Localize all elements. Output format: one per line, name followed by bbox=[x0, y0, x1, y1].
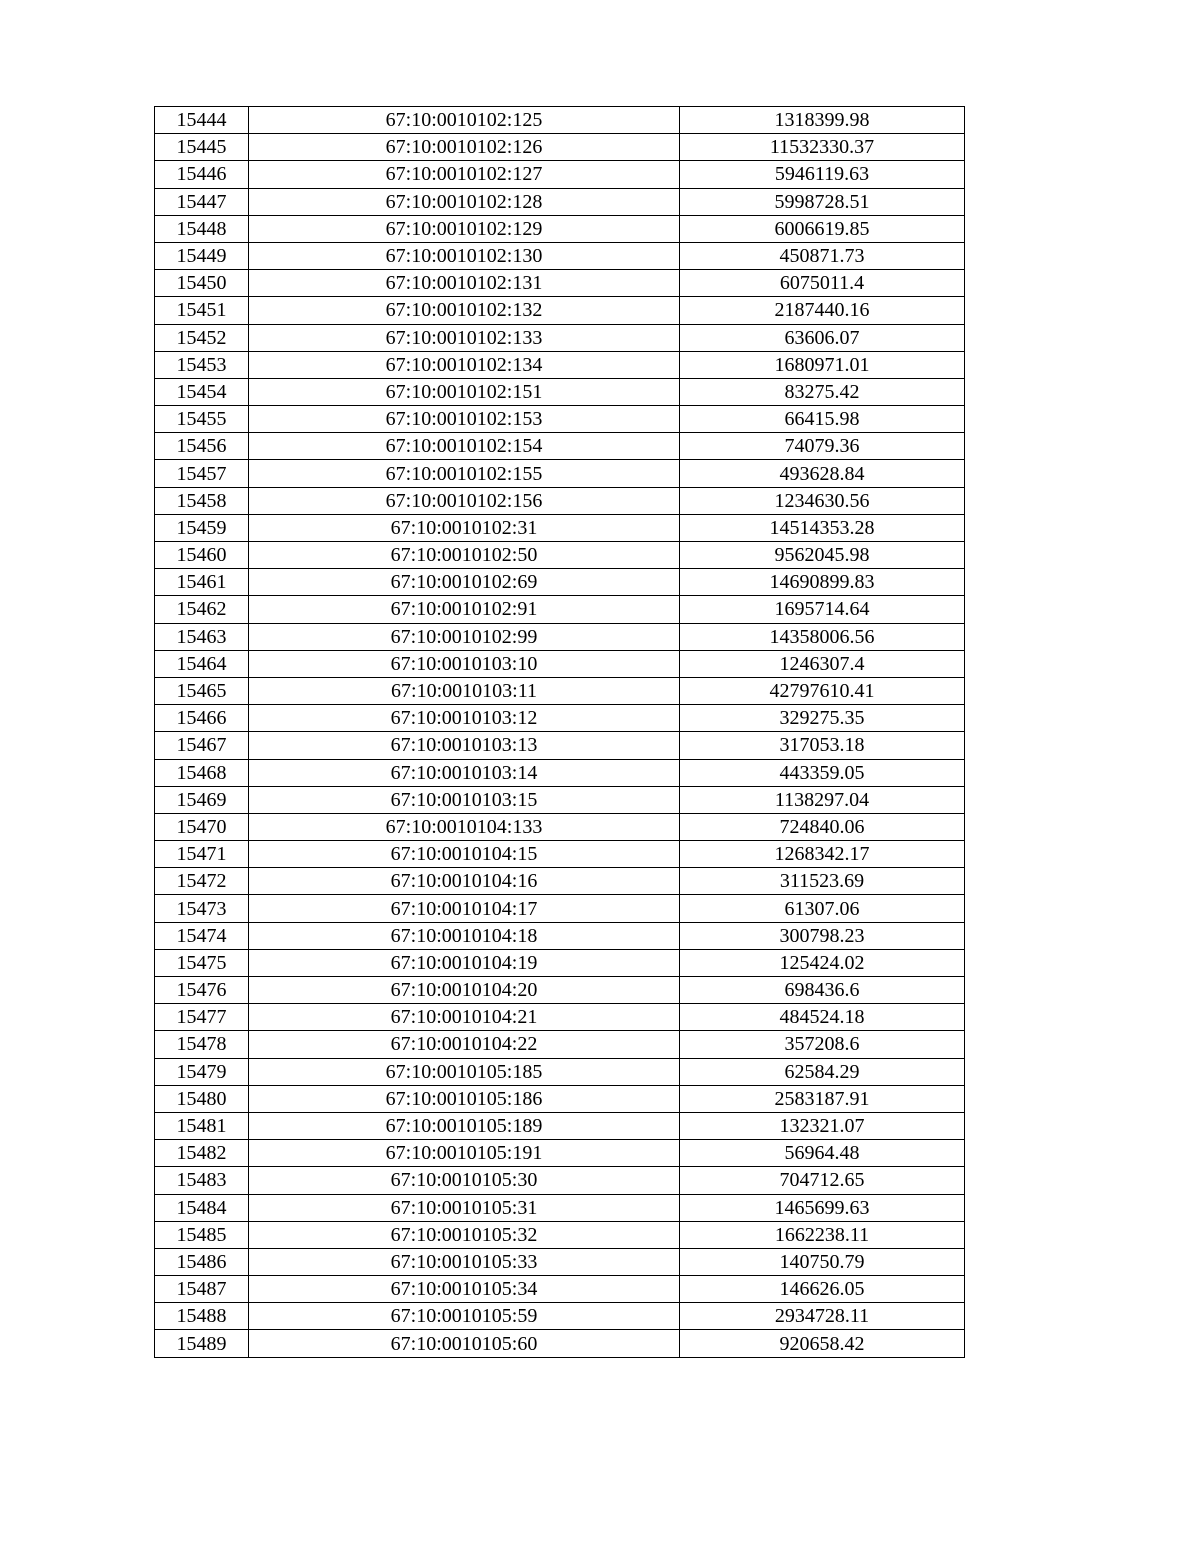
table-row bbox=[155, 324, 965, 351]
cadastral-value-cell: 11532330.37 bbox=[680, 134, 965, 161]
row-number-cell: 15449 bbox=[155, 242, 249, 269]
row-number-cell: 15457 bbox=[155, 460, 249, 487]
table-row bbox=[155, 270, 965, 297]
cadastral-number-cell: 67:10:0010102:125 bbox=[249, 107, 680, 134]
row-number-cell: 15473 bbox=[155, 895, 249, 922]
cadastral-number-cell: 67:10:0010104:16 bbox=[249, 868, 680, 895]
cadastral-value-cell: 14514353.28 bbox=[680, 514, 965, 541]
table-row bbox=[155, 786, 965, 813]
cadastral-value-cell: 5998728.51 bbox=[680, 188, 965, 215]
table-row bbox=[155, 188, 965, 215]
row-number-cell: 15474 bbox=[155, 922, 249, 949]
row-number-cell: 15488 bbox=[155, 1303, 249, 1330]
table-row bbox=[155, 460, 965, 487]
cadastral-number-cell: 67:10:0010103:14 bbox=[249, 759, 680, 786]
cadastral-number-cell: 67:10:0010105:59 bbox=[249, 1303, 680, 1330]
cadastral-value-cell: 125424.02 bbox=[680, 949, 965, 976]
cadastral-number-cell: 67:10:0010103:15 bbox=[249, 786, 680, 813]
cadastral-value-cell: 1246307.4 bbox=[680, 650, 965, 677]
row-number-cell: 15444 bbox=[155, 107, 249, 134]
table-row bbox=[155, 677, 965, 704]
row-number-cell: 15487 bbox=[155, 1276, 249, 1303]
cadastral-number-cell: 67:10:0010104:21 bbox=[249, 1004, 680, 1031]
cadastral-number-cell: 67:10:0010102:132 bbox=[249, 297, 680, 324]
table-row bbox=[155, 895, 965, 922]
cadastral-number-cell: 67:10:0010105:185 bbox=[249, 1058, 680, 1085]
row-number-cell: 15463 bbox=[155, 623, 249, 650]
table-body bbox=[155, 107, 965, 1358]
table-row bbox=[155, 378, 965, 405]
cadastral-value-cell: 14690899.83 bbox=[680, 569, 965, 596]
cadastral-number-cell: 67:10:0010105:32 bbox=[249, 1221, 680, 1248]
row-number-cell: 15489 bbox=[155, 1330, 249, 1357]
row-number-cell: 15471 bbox=[155, 841, 249, 868]
row-number-cell: 15486 bbox=[155, 1248, 249, 1275]
row-number-cell: 15452 bbox=[155, 324, 249, 351]
cadastral-value-cell: 9562045.98 bbox=[680, 542, 965, 569]
row-number-cell: 15476 bbox=[155, 977, 249, 1004]
cadastral-value-cell: 14358006.56 bbox=[680, 623, 965, 650]
row-number-cell: 15447 bbox=[155, 188, 249, 215]
table-row bbox=[155, 107, 965, 134]
cadastral-number-cell: 67:10:0010102:155 bbox=[249, 460, 680, 487]
row-number-cell: 15466 bbox=[155, 705, 249, 732]
cadastral-number-cell: 67:10:0010104:22 bbox=[249, 1031, 680, 1058]
cadastral-value-cell: 724840.06 bbox=[680, 813, 965, 840]
cadastral-number-cell: 67:10:0010105:31 bbox=[249, 1194, 680, 1221]
cadastral-value-cell: 311523.69 bbox=[680, 868, 965, 895]
table-row bbox=[155, 977, 965, 1004]
cadastral-value-cell: 1680971.01 bbox=[680, 351, 965, 378]
table-row bbox=[155, 623, 965, 650]
cadastral-number-cell: 67:10:0010102:156 bbox=[249, 487, 680, 514]
cadastral-number-cell: 67:10:0010104:15 bbox=[249, 841, 680, 868]
cadastral-number-cell: 67:10:0010105:186 bbox=[249, 1085, 680, 1112]
table-row bbox=[155, 841, 965, 868]
table-row bbox=[155, 1330, 965, 1357]
cadastral-value-cell: 61307.06 bbox=[680, 895, 965, 922]
table-row bbox=[155, 705, 965, 732]
cadastral-value-cell: 2934728.11 bbox=[680, 1303, 965, 1330]
row-number-cell: 15469 bbox=[155, 786, 249, 813]
cadastral-number-cell: 67:10:0010105:189 bbox=[249, 1112, 680, 1139]
cadastral-value-cell: 140750.79 bbox=[680, 1248, 965, 1275]
cadastral-value-cell: 357208.6 bbox=[680, 1031, 965, 1058]
row-number-cell: 15481 bbox=[155, 1112, 249, 1139]
cadastral-value-cell: 146626.05 bbox=[680, 1276, 965, 1303]
cadastral-value-cell: 66415.98 bbox=[680, 406, 965, 433]
cadastral-value-cell: 42797610.41 bbox=[680, 677, 965, 704]
cadastral-number-cell: 67:10:0010105:33 bbox=[249, 1248, 680, 1275]
cadastral-number-cell: 67:10:0010104:133 bbox=[249, 813, 680, 840]
cadastral-value-cell: 1268342.17 bbox=[680, 841, 965, 868]
cadastral-value-cell: 56964.48 bbox=[680, 1140, 965, 1167]
table-row bbox=[155, 514, 965, 541]
row-number-cell: 15472 bbox=[155, 868, 249, 895]
table-row bbox=[155, 813, 965, 840]
table-row bbox=[155, 242, 965, 269]
cadastral-number-cell: 67:10:0010102:133 bbox=[249, 324, 680, 351]
table-row bbox=[155, 1058, 965, 1085]
row-number-cell: 15483 bbox=[155, 1167, 249, 1194]
cadastral-value-table bbox=[154, 106, 965, 1358]
cadastral-value-cell: 443359.05 bbox=[680, 759, 965, 786]
table-row bbox=[155, 351, 965, 378]
row-number-cell: 15465 bbox=[155, 677, 249, 704]
cadastral-number-cell: 67:10:0010102:69 bbox=[249, 569, 680, 596]
table-row bbox=[155, 134, 965, 161]
table-row bbox=[155, 1031, 965, 1058]
cadastral-value-cell: 6075011.4 bbox=[680, 270, 965, 297]
row-number-cell: 15475 bbox=[155, 949, 249, 976]
cadastral-number-cell: 67:10:0010105:30 bbox=[249, 1167, 680, 1194]
cadastral-value-cell: 2583187.91 bbox=[680, 1085, 965, 1112]
row-number-cell: 15459 bbox=[155, 514, 249, 541]
cadastral-value-cell: 6006619.85 bbox=[680, 215, 965, 242]
table-row bbox=[155, 569, 965, 596]
cadastral-value-cell: 450871.73 bbox=[680, 242, 965, 269]
table-row bbox=[155, 1112, 965, 1139]
cadastral-value-cell: 1318399.98 bbox=[680, 107, 965, 134]
table-row bbox=[155, 1167, 965, 1194]
cadastral-number-cell: 67:10:0010105:60 bbox=[249, 1330, 680, 1357]
cadastral-number-cell: 67:10:0010102:50 bbox=[249, 542, 680, 569]
cadastral-value-cell: 329275.35 bbox=[680, 705, 965, 732]
cadastral-number-cell: 67:10:0010103:12 bbox=[249, 705, 680, 732]
cadastral-number-cell: 67:10:0010103:10 bbox=[249, 650, 680, 677]
row-number-cell: 15448 bbox=[155, 215, 249, 242]
table-row bbox=[155, 1085, 965, 1112]
cadastral-value-cell: 484524.18 bbox=[680, 1004, 965, 1031]
table-row bbox=[155, 297, 965, 324]
row-number-cell: 15455 bbox=[155, 406, 249, 433]
row-number-cell: 15461 bbox=[155, 569, 249, 596]
cadastral-number-cell: 67:10:0010102:134 bbox=[249, 351, 680, 378]
cadastral-value-cell: 1695714.64 bbox=[680, 596, 965, 623]
row-number-cell: 15445 bbox=[155, 134, 249, 161]
cadastral-number-cell: 67:10:0010105:34 bbox=[249, 1276, 680, 1303]
cadastral-value-cell: 1234630.56 bbox=[680, 487, 965, 514]
row-number-cell: 15482 bbox=[155, 1140, 249, 1167]
table-row bbox=[155, 1248, 965, 1275]
table-row bbox=[155, 487, 965, 514]
table-row bbox=[155, 1276, 965, 1303]
table-row bbox=[155, 759, 965, 786]
cadastral-value-cell: 62584.29 bbox=[680, 1058, 965, 1085]
cadastral-value-cell: 698436.6 bbox=[680, 977, 965, 1004]
cadastral-number-cell: 67:10:0010105:191 bbox=[249, 1140, 680, 1167]
table-row bbox=[155, 868, 965, 895]
table-row bbox=[155, 922, 965, 949]
row-number-cell: 15451 bbox=[155, 297, 249, 324]
cadastral-value-cell: 132321.07 bbox=[680, 1112, 965, 1139]
row-number-cell: 15458 bbox=[155, 487, 249, 514]
row-number-cell: 15478 bbox=[155, 1031, 249, 1058]
cadastral-value-cell: 317053.18 bbox=[680, 732, 965, 759]
cadastral-number-cell: 67:10:0010102:127 bbox=[249, 161, 680, 188]
cadastral-number-cell: 67:10:0010103:13 bbox=[249, 732, 680, 759]
row-number-cell: 15446 bbox=[155, 161, 249, 188]
cadastral-number-cell: 67:10:0010102:31 bbox=[249, 514, 680, 541]
cadastral-value-cell: 493628.84 bbox=[680, 460, 965, 487]
cadastral-value-cell: 2187440.16 bbox=[680, 297, 965, 324]
row-number-cell: 15467 bbox=[155, 732, 249, 759]
table-row bbox=[155, 215, 965, 242]
table-row bbox=[155, 161, 965, 188]
cadastral-value-cell: 300798.23 bbox=[680, 922, 965, 949]
cadastral-value-cell: 63606.07 bbox=[680, 324, 965, 351]
cadastral-number-cell: 67:10:0010102:131 bbox=[249, 270, 680, 297]
row-number-cell: 15480 bbox=[155, 1085, 249, 1112]
cadastral-number-cell: 67:10:0010102:99 bbox=[249, 623, 680, 650]
table-row bbox=[155, 1140, 965, 1167]
cadastral-number-cell: 67:10:0010102:91 bbox=[249, 596, 680, 623]
cadastral-number-cell: 67:10:0010102:130 bbox=[249, 242, 680, 269]
cadastral-value-cell: 5946119.63 bbox=[680, 161, 965, 188]
table-row bbox=[155, 949, 965, 976]
table-row bbox=[155, 1221, 965, 1248]
row-number-cell: 15460 bbox=[155, 542, 249, 569]
row-number-cell: 15464 bbox=[155, 650, 249, 677]
row-number-cell: 15456 bbox=[155, 433, 249, 460]
row-number-cell: 15450 bbox=[155, 270, 249, 297]
row-number-cell: 15468 bbox=[155, 759, 249, 786]
table-row bbox=[155, 1303, 965, 1330]
cadastral-number-cell: 67:10:0010102:128 bbox=[249, 188, 680, 215]
cadastral-number-cell: 67:10:0010102:154 bbox=[249, 433, 680, 460]
table-row bbox=[155, 650, 965, 677]
row-number-cell: 15479 bbox=[155, 1058, 249, 1085]
row-number-cell: 15454 bbox=[155, 378, 249, 405]
cadastral-value-cell: 74079.36 bbox=[680, 433, 965, 460]
table-row bbox=[155, 542, 965, 569]
table-row bbox=[155, 732, 965, 759]
cadastral-number-cell: 67:10:0010104:19 bbox=[249, 949, 680, 976]
cadastral-value-cell: 704712.65 bbox=[680, 1167, 965, 1194]
row-number-cell: 15470 bbox=[155, 813, 249, 840]
cadastral-number-cell: 67:10:0010102:129 bbox=[249, 215, 680, 242]
cadastral-number-cell: 67:10:0010104:20 bbox=[249, 977, 680, 1004]
table-row bbox=[155, 433, 965, 460]
cadastral-number-cell: 67:10:0010104:18 bbox=[249, 922, 680, 949]
cadastral-number-cell: 67:10:0010104:17 bbox=[249, 895, 680, 922]
row-number-cell: 15485 bbox=[155, 1221, 249, 1248]
row-number-cell: 15484 bbox=[155, 1194, 249, 1221]
cadastral-number-cell: 67:10:0010102:151 bbox=[249, 378, 680, 405]
cadastral-value-cell: 83275.42 bbox=[680, 378, 965, 405]
cadastral-value-cell: 1465699.63 bbox=[680, 1194, 965, 1221]
table-row bbox=[155, 1194, 965, 1221]
table-row bbox=[155, 406, 965, 433]
table-row bbox=[155, 1004, 965, 1031]
cadastral-number-cell: 67:10:0010102:153 bbox=[249, 406, 680, 433]
cadastral-number-cell: 67:10:0010102:126 bbox=[249, 134, 680, 161]
row-number-cell: 15462 bbox=[155, 596, 249, 623]
cadastral-value-cell: 920658.42 bbox=[680, 1330, 965, 1357]
row-number-cell: 15453 bbox=[155, 351, 249, 378]
row-number-cell: 15477 bbox=[155, 1004, 249, 1031]
table-row bbox=[155, 596, 965, 623]
cadastral-value-cell: 1138297.04 bbox=[680, 786, 965, 813]
cadastral-value-cell: 1662238.11 bbox=[680, 1221, 965, 1248]
cadastral-number-cell: 67:10:0010103:11 bbox=[249, 677, 680, 704]
